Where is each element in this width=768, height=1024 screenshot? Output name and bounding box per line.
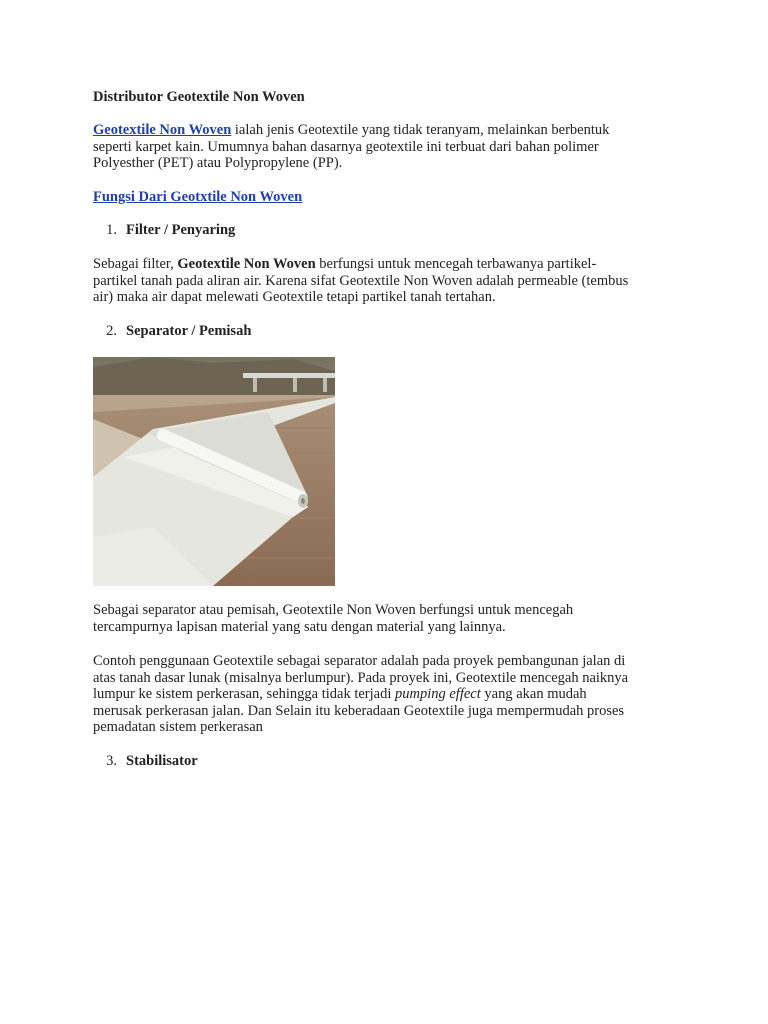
example-line2: atas tanah dasar lunak (misalnya berlumpur). Pada proyek ini, Geotextile mencegah naiknya xyxy=(93,669,629,686)
list-label: Separator / Pemisah xyxy=(126,323,252,339)
list-number: 3. xyxy=(106,753,117,769)
document-title: Distributor Geotextile Non Woven xyxy=(93,89,305,105)
intro-line3: Polyesther (PET) atau Polypropylene (PP). xyxy=(93,155,343,172)
filter-line2: partikel tanah pada aliran air. Karena sifat Geotextile Non Woven adalah permeable (tembus xyxy=(93,272,629,289)
pumping-effect-term: pumping effect xyxy=(395,686,481,703)
intro-line2: seperti karpet kain. Umumnya bahan dasarnya geotextile ini terbuat dari bahan polimer xyxy=(93,138,599,155)
example-text: lumpur ke sistem perkerasan, sehingga tidak terjadi xyxy=(93,686,395,703)
example-paragraph xyxy=(93,653,628,736)
list-item-stabilisator xyxy=(93,753,198,770)
geotextile-link[interactable]: Geotextile Non Woven xyxy=(93,122,232,138)
example-line5: pemadatan sistem perkerasan xyxy=(93,719,263,736)
list-item-filter xyxy=(93,222,235,239)
list-number: 2. xyxy=(106,323,117,339)
separator-paragraph xyxy=(93,602,573,635)
filter-bold-term: Geotextile Non Woven xyxy=(177,256,316,272)
separator-line2: tercampurnya lapisan material yang satu dengan material yang lainnya. xyxy=(93,618,506,635)
example-line4: merusak perkerasan jalan. Dan Selain itu keberadaan Geotextile juga mempermudah proses xyxy=(93,702,625,719)
filter-text: berfungsi untuk mencegah terbawanya partikel- xyxy=(315,256,597,272)
intro-paragraph xyxy=(93,122,609,172)
list-label: Stabilisator xyxy=(126,753,198,769)
filter-paragraph xyxy=(93,256,628,306)
filter-text: Sebagai filter, xyxy=(93,256,178,272)
list-label: Filter / Penyaring xyxy=(126,222,236,238)
example-line1: Contoh penggunaan Geotextile sebagai separator adalah pada proyek pembangunan jalan di xyxy=(93,653,626,669)
fungsi-section-link[interactable]: Fungsi Dari Geotxtile Non Woven xyxy=(93,189,303,205)
example-text: yang akan mudah xyxy=(480,686,587,703)
geotextile-photo xyxy=(93,357,335,586)
list-number: 1. xyxy=(106,222,117,238)
separator-line1: Sebagai separator atau pemisah, Geotextile Non Woven berfungsi untuk mencegah xyxy=(93,602,574,618)
filter-line3: air) maka air dapat melewati Geotextile tetapi partikel tanah tertahan. xyxy=(93,289,496,306)
list-item-separator xyxy=(93,323,251,340)
intro-line1-text: ialah jenis Geotextile yang tidak teranyam, melainkan berbentuk xyxy=(231,122,610,138)
